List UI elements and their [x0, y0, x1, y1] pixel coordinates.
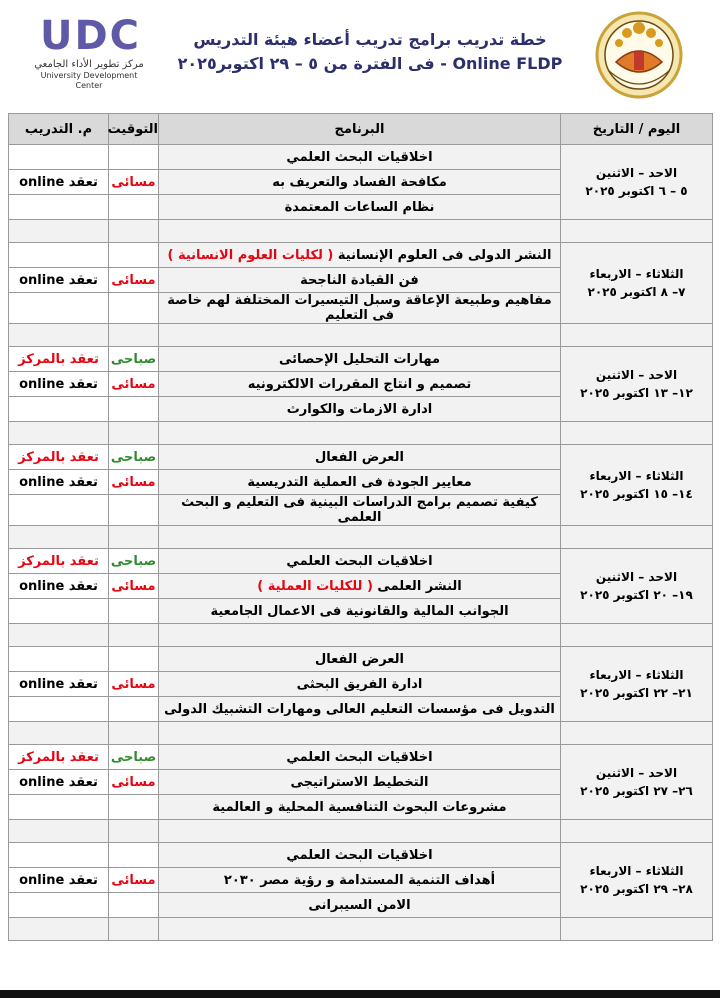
- day-date-cell: [561, 243, 713, 324]
- program-cell: [159, 268, 561, 293]
- table-row: [9, 647, 713, 672]
- program-name: مكافحة الفساد والتعريف به: [272, 174, 447, 190]
- timing-cell: مسائى: [109, 868, 159, 893]
- program-name: اخلاقيات البحث العلمي: [286, 749, 433, 765]
- separator-cell: [109, 722, 159, 745]
- program-cell: [159, 745, 561, 770]
- week-separator-row: [9, 526, 713, 549]
- program-cell: [159, 795, 561, 820]
- training-mode-cell: [9, 145, 109, 170]
- page-subtitle: Online FLDP - فى الفترة من ٥ – ٢٩ اكتوبر٢٠٢٥: [177, 54, 563, 73]
- date-range: ١٢– ١٣ اكتوبر ٢٠٢٥: [580, 386, 693, 400]
- program-cell: [159, 770, 561, 795]
- udc-logo: [30, 14, 148, 94]
- separator-cell: [159, 722, 561, 745]
- day-names: الاحد – الاثنين: [595, 766, 678, 780]
- timing-cell: [109, 293, 159, 324]
- separator-cell: [109, 624, 159, 647]
- separator-cell: [109, 220, 159, 243]
- training-mode-cell: تعقد online: [9, 372, 109, 397]
- training-mode-cell: [9, 243, 109, 268]
- timing-cell: صباحى: [109, 745, 159, 770]
- header-training: م. التدريب: [9, 114, 109, 145]
- table-row: [9, 843, 713, 868]
- separator-cell: [109, 422, 159, 445]
- timing-cell: مسائى: [109, 268, 159, 293]
- training-mode-cell: [9, 697, 109, 722]
- training-mode-cell: [9, 195, 109, 220]
- title-block: [160, 28, 580, 76]
- separator-cell: [109, 526, 159, 549]
- program-cell: [159, 445, 561, 470]
- table-row: [9, 549, 713, 574]
- program-name: أهداف التنمية المستدامة و رؤية مصر ٢٠٣٠: [223, 872, 496, 888]
- training-mode-cell: [9, 495, 109, 526]
- separator-cell: [561, 820, 713, 843]
- separator-cell: [9, 422, 109, 445]
- week-separator-row: [9, 624, 713, 647]
- program-name: التدويل فى مؤسسات التعليم العالى ومهارات التشبيك الدولى: [164, 701, 555, 717]
- program-name: كيفية تصميم برامج الدراسات البينية فى التعليم و البحث العلمى: [181, 495, 538, 525]
- bottom-border: [0, 990, 720, 998]
- program-name: النشر العلمى: [377, 578, 462, 594]
- program-cell: [159, 347, 561, 372]
- day-date-cell: [561, 549, 713, 624]
- program-name: ادارة الفريق البحثى: [296, 676, 423, 692]
- timing-cell: [109, 599, 159, 624]
- separator-cell: [9, 624, 109, 647]
- training-mode-cell: تعقد online: [9, 770, 109, 795]
- separator-cell: [561, 324, 713, 347]
- day-names: الثلاثاء – الاربعاء: [589, 267, 684, 281]
- training-mode-cell: [9, 293, 109, 324]
- program-name: مفاهيم وطبيعة الإعاقة وسبل التيسيرات المختلفة لهم خاصة فى التعليم: [167, 293, 552, 323]
- separator-cell: [561, 422, 713, 445]
- program-name: اخلاقيات البحث العلمي: [286, 149, 433, 165]
- program-cell: [159, 672, 561, 697]
- week-separator-row: [9, 324, 713, 347]
- timing-cell: مسائى: [109, 170, 159, 195]
- timing-cell: [109, 795, 159, 820]
- header-program: البرنامج: [159, 114, 561, 145]
- day-names: الاحد – الاثنين: [595, 368, 678, 382]
- separator-cell: [9, 526, 109, 549]
- week-separator-row: [9, 820, 713, 843]
- training-mode-cell: تعقد بالمركز: [9, 347, 109, 372]
- separator-cell: [109, 918, 159, 941]
- program-audience-note: ( للكليات العملية ): [257, 578, 373, 594]
- page-title: خطة تدريب برامج تدريب أعضاء هيئة التدريس: [193, 30, 547, 49]
- separator-cell: [561, 624, 713, 647]
- program-name: تصميم و انتاج المقررات الالكترونيه: [247, 376, 472, 392]
- program-cell: [159, 599, 561, 624]
- day-names: الثلاثاء – الاربعاء: [589, 469, 684, 483]
- program-cell: [159, 397, 561, 422]
- program-name: ادارة الازمات والكوارث: [286, 401, 433, 417]
- date-range: ٢٨– ٢٩ اكتوبر ٢٠٢٥: [580, 882, 693, 896]
- separator-cell: [561, 220, 713, 243]
- date-range: ٧– ٨ اكتوبر ٢٠٢٥: [587, 285, 686, 299]
- training-mode-cell: [9, 397, 109, 422]
- separator-cell: [109, 324, 159, 347]
- program-name: اخلاقيات البحث العلمي: [286, 553, 433, 569]
- separator-cell: [561, 918, 713, 941]
- timing-cell: [109, 243, 159, 268]
- timing-cell: [109, 843, 159, 868]
- training-mode-cell: تعقد online: [9, 574, 109, 599]
- page-header: [0, 0, 720, 110]
- day-date-cell: [561, 445, 713, 526]
- program-name: اخلاقيات البحث العلمي: [286, 847, 433, 863]
- program-name: مهارات التحليل الإحصائى: [278, 351, 441, 367]
- table-row: [9, 145, 713, 170]
- date-range: ١٤– ١٥ اكتوبر ٢٠٢٥: [580, 487, 693, 501]
- training-mode-cell: [9, 599, 109, 624]
- program-cell: [159, 868, 561, 893]
- program-cell: [159, 843, 561, 868]
- program-name: الامن السيبرانى: [308, 897, 411, 913]
- date-range: ٥ – ٦ اكتوبر ٢٠٢٥: [585, 184, 688, 198]
- separator-cell: [159, 324, 561, 347]
- program-audience-note: ( لكليات العلوم الانسانية ): [167, 247, 334, 263]
- week-separator-row: [9, 422, 713, 445]
- timing-cell: مسائى: [109, 470, 159, 495]
- training-mode-cell: تعقد online: [9, 672, 109, 697]
- header-day-date: اليوم / التاريخ: [561, 114, 713, 145]
- program-cell: [159, 470, 561, 495]
- day-names: الاحد – الاثنين: [595, 166, 678, 180]
- training-mode-cell: تعقد online: [9, 868, 109, 893]
- timing-cell: [109, 495, 159, 526]
- separator-cell: [159, 526, 561, 549]
- day-names: الثلاثاء – الاربعاء: [589, 864, 684, 878]
- udc-logo-letters: UDC: [40, 13, 142, 59]
- program-name: العرض الفعال: [315, 449, 404, 465]
- program-name: النشر الدولى فى العلوم الإنسانية: [337, 247, 552, 263]
- separator-cell: [9, 722, 109, 745]
- separator-cell: [561, 526, 713, 549]
- day-names: الاحد – الاثنين: [595, 570, 678, 584]
- timing-cell: صباحى: [109, 347, 159, 372]
- program-cell: [159, 243, 561, 268]
- training-mode-cell: تعقد بالمركز: [9, 549, 109, 574]
- date-range: ٢١– ٢٢ اكتوبر ٢٠٢٥: [580, 686, 693, 700]
- program-name: العرض الفعال: [315, 651, 404, 667]
- header-timing: التوقيت: [109, 114, 159, 145]
- separator-cell: [109, 820, 159, 843]
- separator-cell: [9, 220, 109, 243]
- training-schedule-table: [8, 113, 713, 941]
- timing-cell: [109, 697, 159, 722]
- timing-cell: مسائى: [109, 574, 159, 599]
- table-row: [9, 445, 713, 470]
- day-date-cell: [561, 843, 713, 918]
- program-cell: [159, 495, 561, 526]
- table-row: [9, 243, 713, 268]
- separator-cell: [561, 722, 713, 745]
- table-header-row: [9, 114, 713, 145]
- training-mode-cell: [9, 843, 109, 868]
- program-cell: [159, 372, 561, 397]
- program-cell: [159, 549, 561, 574]
- udc-english-name: University Development Center: [40, 71, 138, 90]
- week-separator-row: [9, 722, 713, 745]
- program-cell: [159, 574, 561, 599]
- day-names: الثلاثاء – الاربعاء: [589, 668, 684, 682]
- timing-cell: مسائى: [109, 770, 159, 795]
- program-name: فن القيادة الناجحة: [300, 272, 419, 288]
- separator-cell: [9, 820, 109, 843]
- separator-cell: [159, 820, 561, 843]
- timing-cell: [109, 893, 159, 918]
- program-name: نظام الساعات المعتمدة: [284, 199, 435, 215]
- program-cell: [159, 647, 561, 672]
- udc-arabic-name: مركز تطوير الأداء الجامعي: [34, 59, 144, 70]
- separator-cell: [9, 918, 109, 941]
- program-cell: [159, 195, 561, 220]
- training-mode-cell: تعقد online: [9, 268, 109, 293]
- day-date-cell: [561, 347, 713, 422]
- program-cell: [159, 293, 561, 324]
- week-separator-row: [9, 220, 713, 243]
- date-range: ٢٦– ٢٧ اكتوبر ٢٠٢٥: [580, 784, 693, 798]
- separator-cell: [159, 918, 561, 941]
- training-mode-cell: تعقد بالمركز: [9, 745, 109, 770]
- timing-cell: صباحى: [109, 445, 159, 470]
- day-date-cell: [561, 145, 713, 220]
- timing-cell: مسائى: [109, 672, 159, 697]
- day-date-cell: [561, 745, 713, 820]
- program-cell: [159, 893, 561, 918]
- week-separator-row: [9, 918, 713, 941]
- training-mode-cell: [9, 647, 109, 672]
- day-date-cell: [561, 647, 713, 722]
- timing-cell: [109, 397, 159, 422]
- training-mode-cell: تعقد بالمركز: [9, 445, 109, 470]
- program-cell: [159, 697, 561, 722]
- separator-cell: [159, 422, 561, 445]
- training-mode-cell: [9, 893, 109, 918]
- university-seal-logo: [594, 10, 684, 100]
- table-row: [9, 347, 713, 372]
- program-name: التخطيط الاستراتيجى: [290, 774, 429, 790]
- separator-cell: [159, 624, 561, 647]
- program-cell: [159, 170, 561, 195]
- training-mode-cell: تعقد online: [9, 170, 109, 195]
- table-row: [9, 745, 713, 770]
- program-name: معايير الجودة فى العملية التدريسية: [247, 474, 472, 490]
- timing-cell: [109, 145, 159, 170]
- program-name: الجوانب المالية والقانونية فى الاعمال الجامعية: [210, 603, 509, 619]
- timing-cell: مسائى: [109, 372, 159, 397]
- date-range: ١٩– ٢٠ اكتوبر ٢٠٢٥: [580, 588, 693, 602]
- timing-cell: [109, 195, 159, 220]
- program-cell: [159, 145, 561, 170]
- training-mode-cell: [9, 795, 109, 820]
- training-mode-cell: تعقد online: [9, 470, 109, 495]
- separator-cell: [9, 324, 109, 347]
- timing-cell: [109, 647, 159, 672]
- timing-cell: صباحى: [109, 549, 159, 574]
- separator-cell: [159, 220, 561, 243]
- program-name: مشروعات البحوث التنافسية المحلية و العالمية: [212, 799, 507, 815]
